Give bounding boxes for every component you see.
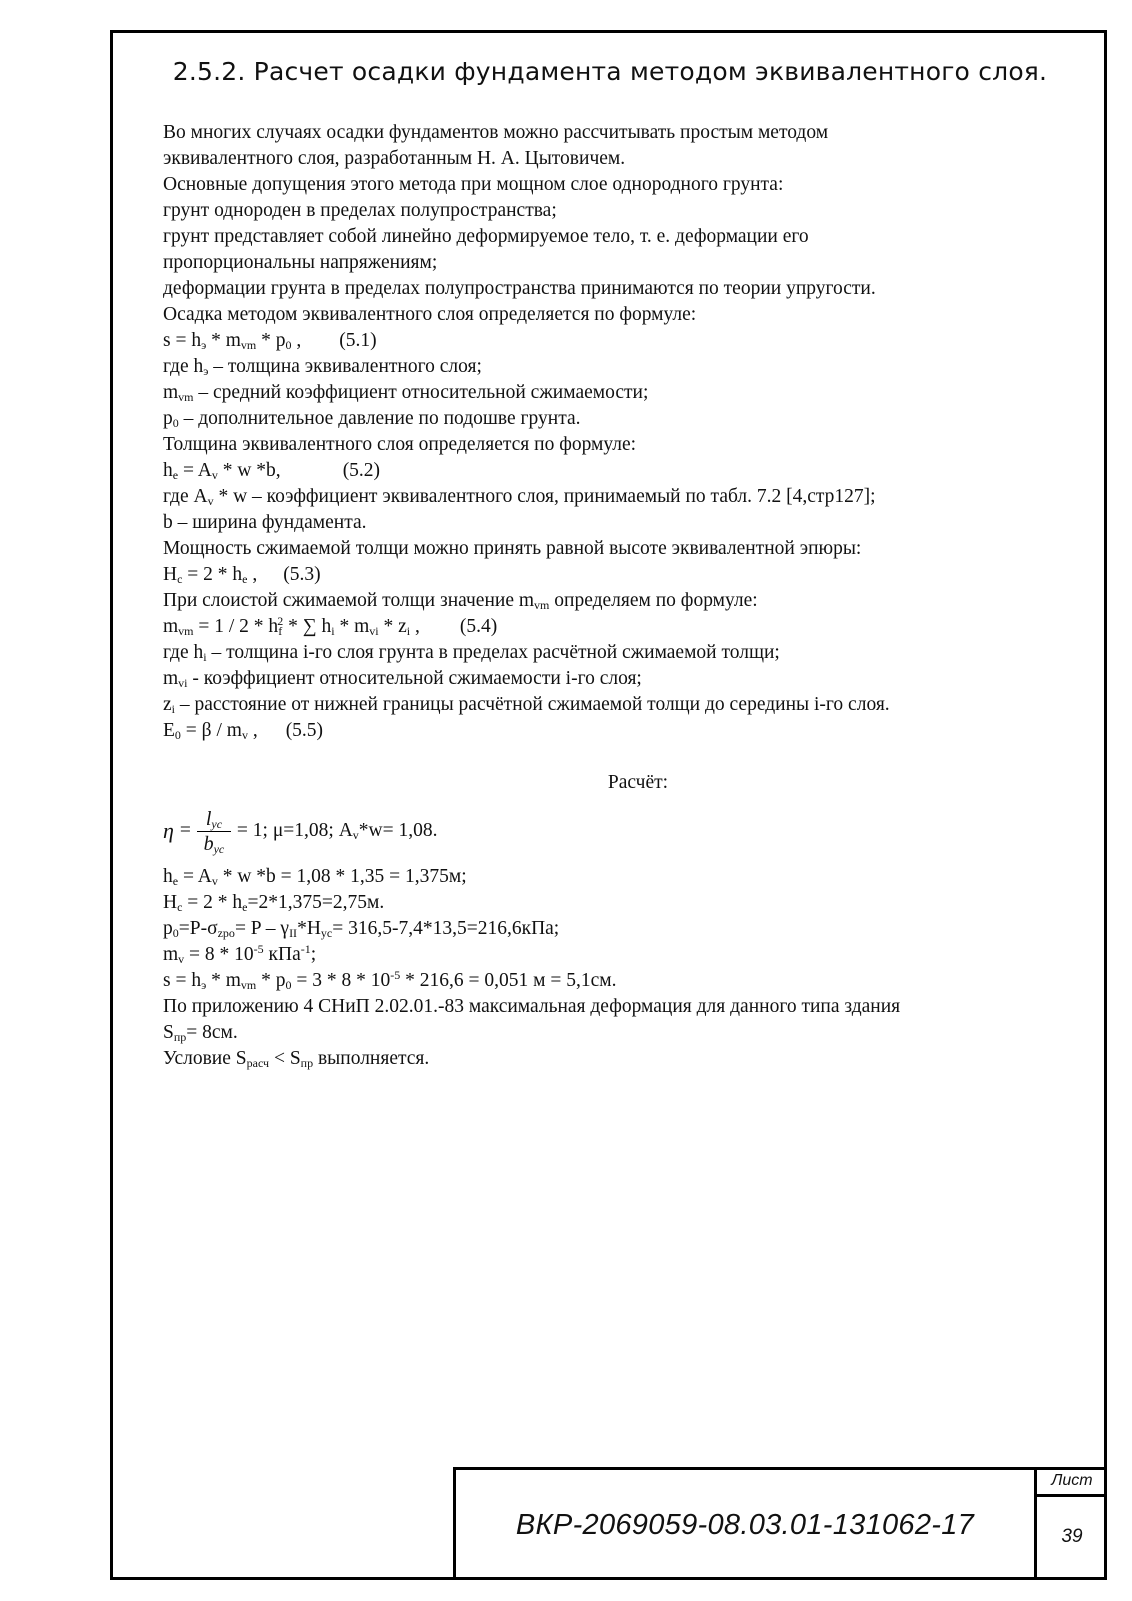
sheet-label: Лист — [1037, 1467, 1107, 1497]
fraction-denominator: $b_{ус}$ — [203, 832, 225, 856]
definition-line: $p_0$ – дополнительное давление по подошве грунта. — [163, 408, 581, 430]
eta-rest: = 1; μ=1,08; $A_v*w= 1,08$. — [236, 820, 438, 842]
text-line: Во многих случаях осадки фундаментов можно рассчитывать простым методом — [163, 122, 829, 143]
definition-line: $m_{vi}$ - коэффициент относительной сжимаемости i-го слоя; — [163, 668, 642, 690]
sheet-box — [1034, 1467, 1107, 1580]
document-body — [163, 120, 1083, 1072]
conclusion-line: Условие $S_{расч} < S_{пр}$ выполняется. — [163, 1048, 430, 1070]
definition-line: $m_{vm}$ – средний коэффициент относительной сжимаемости; — [163, 382, 649, 404]
text-line: грунт представляет собой линейно деформируемое тело, т. е. деформации его — [163, 226, 809, 247]
definition-line: b – ширина фундамента. — [163, 512, 367, 533]
calc-line: $s = h_э * m_{vm} * p_0 = 3 * 8 * 10^{-5} * 216,6 = 0,051$ м = 5,1см. — [163, 968, 617, 992]
calc-line: $m_v = 8 * 10^{-5}$ кПа$^{-1}$; — [163, 942, 317, 966]
formula-5-3: $H_c = 2 * h_e$ , (5.3) — [163, 564, 321, 586]
formula-5-1: $s = h_э * m_{vm} * p_0$ , (5.1) — [163, 330, 377, 352]
calc-line: По приложению 4 СНиП 2.02.01.-83 максимальная деформация для данного типа здания — [163, 996, 901, 1017]
fraction-numerator: $l_{ус}$ — [205, 807, 223, 831]
text-line: При слоистой сжимаемой толщи значение $m_{vm}$ определяем по формуле: — [163, 590, 758, 612]
formula-5-2: $h_e = A_v * w$ *b, (5.2) — [163, 460, 381, 482]
formula-5-4: $m_{vm} = 1 / 2 * h_f^2$ * ∑ $h_i * m_{vi} * z_i$ , (5.4) — [163, 614, 498, 638]
text-line: пропорциональны напряжениям; — [163, 252, 438, 273]
text-line: Толщина эквивалентного слоя определяется по формуле: — [163, 434, 637, 455]
eta-fraction — [197, 808, 231, 855]
calc-line: $p_0=P-\sigma_{zpo}= P - \gamma_{II}*H_{ус}= 316,5-7,4*13,5=216,6кПа$; — [163, 918, 560, 940]
eta-symbol: η — [163, 818, 174, 843]
text-line: Осадка методом эквивалентного слоя определяется по формуле: — [163, 304, 697, 325]
title-block — [453, 1467, 1107, 1580]
text-line: эквивалентного слоя, разработанным Н. А. Цытовичем. — [163, 148, 626, 169]
calc-heading: Расчёт: — [607, 772, 669, 793]
definition-line: где $h_э$ – толщина эквивалентного слоя; — [163, 356, 482, 378]
calc-line: $h_e = A_v * w$ *b = 1,08 * 1,35 = 1,375м; — [163, 866, 467, 888]
calc-line: $H_c = 2 * h_e=2*1,375=2,75м$. — [163, 892, 385, 914]
document-code: ВКР-2069059-08.03.01-131062-17 — [515, 1508, 975, 1541]
text-line: Основные допущения этого метода при мощном слое однородного грунта: — [163, 174, 784, 195]
definition-line: где $h_i$ – толщина i-го слоя грунта в пределах расчётной сжимаемой толщи; — [163, 642, 780, 664]
sheet-number: 39 — [1061, 1526, 1083, 1547]
eta-equals: = — [179, 820, 191, 841]
formula-5-5: $E_0 = \beta / m_v$ , (5.5) — [163, 720, 324, 742]
definition-line: где $A_v$ * w – коэффициент эквивалентного слоя, принимаемый по табл. 7.2 [4,стр127]; — [163, 486, 876, 508]
calc-line: $S_{пр}= 8см$. — [163, 1022, 238, 1044]
eta-formula — [163, 798, 1083, 864]
text-line: грунт однороден в пределах полупространства; — [163, 200, 557, 221]
definition-line: $z_i$ – расстояние от нижней границы расчётной сжимаемой толщи до середины i-го слоя. — [163, 694, 890, 716]
text-line: деформации грунта в пределах полупространства принимаются по теории упругости. — [163, 278, 876, 299]
fraction-bar — [197, 831, 231, 832]
section-title: 2.5.2. Расчет осадки фундамента методом эквивалентного слоя. — [172, 57, 1048, 86]
text-line: Мощность сжимаемой толщи можно принять равной высоте эквивалентной эпюры: — [163, 538, 862, 559]
